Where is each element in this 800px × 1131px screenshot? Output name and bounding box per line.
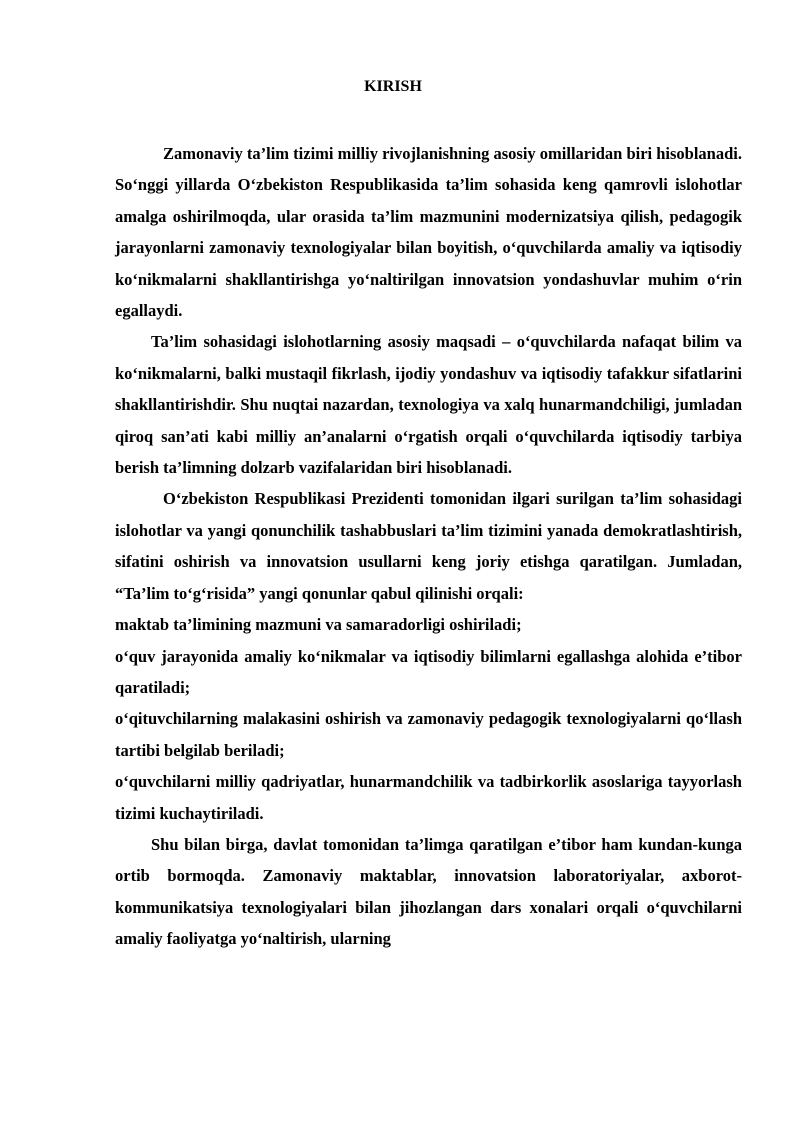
list-item: o‘quv jarayonida amaliy ko‘nikmalar va iqtisodiy bilimlarni egallashga alohida e’tibor qaratiladi; <box>115 646 742 697</box>
paragraph-state-attention: Shu bilan birga, davlat tomonidan ta’limga qaratilgan e’tibor ham kundan-kunga ortib bormoqda. Zamonaviy maktablar, innovatsion laboratoriyalar, axborot-kommunikatsiya texnologiyalari bilan jihozlangan dars xonalari orqali o‘quvchilarni amaliy faoliyatga yo‘naltirish, ularning <box>115 834 742 949</box>
paragraph-president-reforms: O‘zbekiston Respublikasi Prezidenti tomonidan ilgari surilgan ta’lim sohasidagi islohotlar va yangi qonunchilik tashabbuslari ta’lim tizimini yanada demokratlashtirish, sifatini oshirish va innovatsion usullarni keng joriy etishga qaratilgan. Jumladan, “Ta’lim to‘g‘risida” yangi qonunlar qabul qilinishi orqali: <box>115 489 742 603</box>
paragraph-reform-goal: Ta’lim sohasidagi islohotlarning asosiy maqsadi – o‘quvchilarda nafaqat bilim va ko‘nikmalarni, balki mustaqil fikrlash, ijodiy yondashuv va iqtisodiy tafakkur sifatlarini shakllantirishdir. Shu nuqtai nazardan, texnologiya va xalq hunarmandchiligi, jumladan qiroq san’ati kabi milliy an’analarni o‘rgatish orqali o‘quvchilarda iqtisodiy tarbiya berish ta’limning dolzarb vazifalaridan biri hisoblanadi. <box>115 332 742 478</box>
document-body <box>115 138 742 955</box>
list-item: maktab ta’limining mazmuni va samaradorligi oshiriladi; <box>115 615 522 635</box>
list-item: o‘quvchilarni milliy qadriyatlar, hunarmandchilik va tadbirkorlik asoslariga tayyorlash tizimi kuchaytiriladi. <box>115 772 742 823</box>
page-title: KIRISH <box>364 78 422 95</box>
paragraph-intro: Zamonaviy ta’lim tizimi milliy rivojlanishning asosiy omillaridan biri hisoblanadi. So‘nggi yillarda O‘zbekiston Respublikasida ta’lim sohasida keng qamrovli islohotlar amalga oshirilmoqda, ular orasida ta’lim mazmunini modernizatsiya qilish, pedagogik jarayonlarni zamonaviy texnologiyalar bilan boyitish, o‘quvchilarda amaliy va iqtisodiy ko‘nikmalarni shakllantirishga yo‘naltirilgan innovatsion yondashuvlar muhim o‘rin egallaydi. <box>115 144 742 321</box>
list-item: o‘qituvchilarning malakasini oshirish va zamonaviy pedagogik texnologiyalarni qo‘llash tartibi belgilab beriladi; <box>115 709 742 760</box>
